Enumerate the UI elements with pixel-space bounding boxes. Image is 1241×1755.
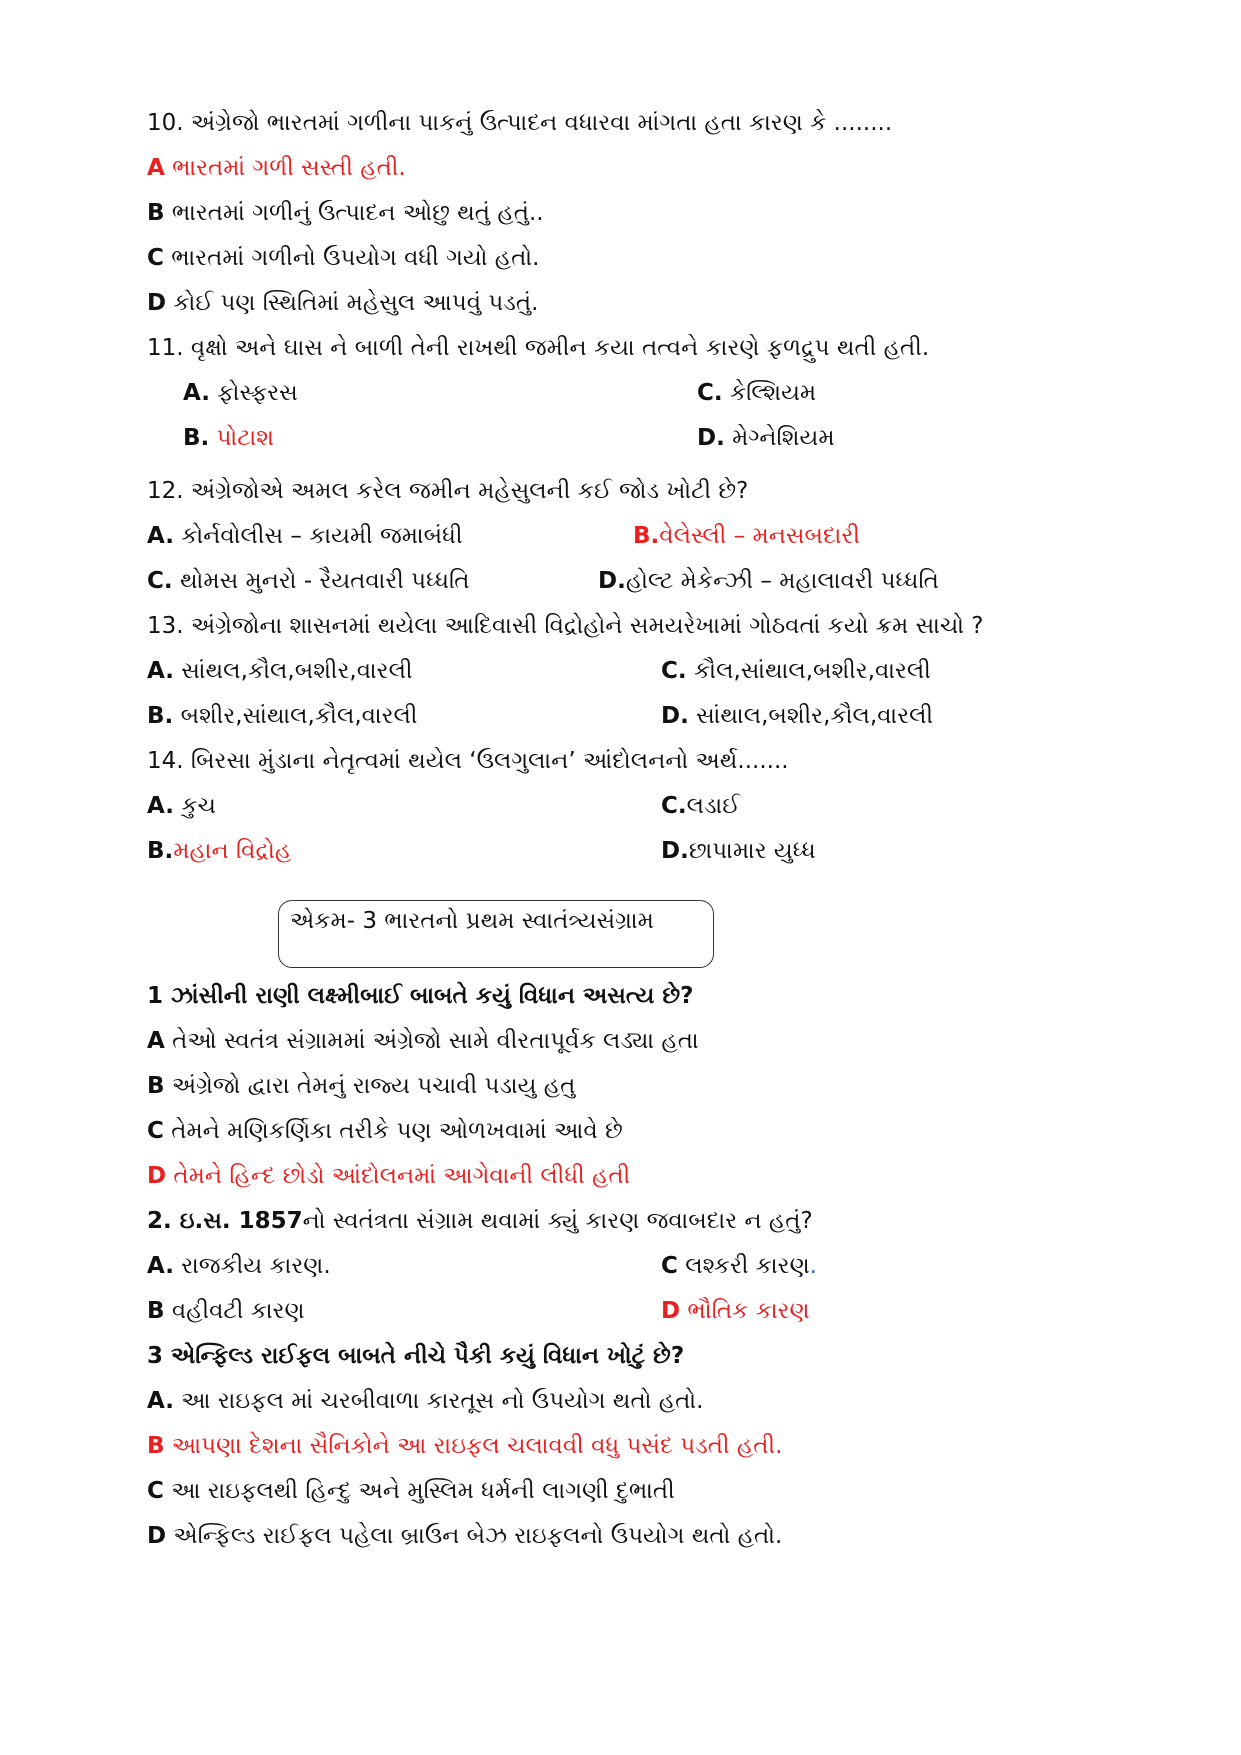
option-text: વહીવટી કારણ: [171, 1298, 305, 1324]
trailing-dot: .: [809, 1253, 817, 1279]
q11-option-c: [697, 378, 816, 408]
s2-option-b: [147, 1296, 305, 1326]
option-text: ભારતમાં ગળી સસ્તી હતી.: [172, 155, 406, 181]
q12-option-d: [598, 566, 939, 596]
q11-question: 11. વૃક્ષો અને ઘાસ ને બાળી તેની રાખથી જમીન કયા તત્વને કારણે ફળદ્રુપ થતી હતી.: [147, 335, 930, 361]
option-key: A: [147, 155, 165, 181]
option-key: C.: [661, 793, 687, 819]
option-text: મહાન વિદ્રોહ: [173, 838, 292, 864]
s2-question: [147, 1206, 813, 1236]
option-text: આ રાઇફલથી હિન્દુ અને મુસ્લિમ ધર્મની લાગણી દુભાતી: [171, 1478, 675, 1504]
s3-option-d: [147, 1521, 782, 1551]
s1-option-c: [147, 1116, 623, 1146]
option-text: છાપામાર યુધ્ધ: [688, 838, 816, 864]
option-key: A.: [147, 1253, 174, 1279]
q11-option-a: [183, 378, 298, 408]
option-text: બશીર,સાંથાલ,કૌલ,વારલી: [180, 703, 418, 729]
option-text: તેમને હિન્દ છોડો આંદોલનમાં આગેવાની લીધી હતી: [173, 1163, 631, 1189]
q14-question: 14. બિરસા મુંડાના નેતૃત્વમાં થયેલ ‘ઉલગુલાન’ આંદોલનનો અર્થ.......: [147, 748, 789, 774]
option-key: B: [147, 1433, 165, 1459]
option-key: A.: [147, 793, 174, 819]
option-text: સાંથાલ,બશીર,કૌલ,વારલી: [696, 703, 934, 729]
option-key: B.: [633, 523, 660, 549]
s3-option-c: [147, 1476, 675, 1506]
option-key: C: [147, 1118, 164, 1144]
q10-option-b: [147, 198, 544, 228]
q13-option-b: [147, 701, 418, 731]
option-key: A: [147, 1028, 165, 1054]
s1-option-d: [147, 1161, 630, 1191]
option-key: D.: [661, 838, 689, 864]
q13-question: 13. અંગ્રેજોના શાસનમાં થયેલા આદિવાસી વિદ્રોહોને સમયરેખામાં ગોઠવતાં કયો ક્રમ સાચો ?: [147, 613, 984, 639]
option-key: B.: [147, 703, 174, 729]
q12-option-a: [147, 521, 463, 551]
option-key: B: [147, 1298, 165, 1324]
option-key: D: [147, 1523, 167, 1549]
q10-option-a: [147, 153, 406, 183]
q11-option-d: [697, 423, 835, 453]
option-text: વેલેસ્લી – મનસબદારી: [659, 523, 860, 549]
q14-option-b: [147, 836, 291, 866]
option-text: અંગ્રેજો દ્વારા તેમનું રાજ્ય પચાવી પડાયુ હતુ: [171, 1073, 576, 1099]
s2-option-d: [661, 1296, 810, 1326]
option-key: B: [147, 1073, 165, 1099]
option-key: C.: [661, 658, 687, 684]
q12-option-c: [147, 566, 469, 596]
option-key: B.: [147, 838, 174, 864]
option-text: મેગ્નેશિયમ: [732, 425, 835, 451]
option-key: A.: [147, 523, 174, 549]
s2-option-a: [147, 1251, 331, 1281]
option-text: ફોસ્ફરસ: [217, 380, 298, 406]
option-text: કોઈ પણ સ્થિતિમાં મહેસુલ આપવું પડતું.: [173, 290, 539, 316]
option-key: C.: [697, 380, 723, 406]
option-key: B: [147, 200, 165, 226]
q11-option-b: [183, 423, 274, 453]
q14-option-c: [661, 791, 740, 821]
option-key: D.: [661, 703, 689, 729]
option-text: હોલ્ટ મેકેન્ઝી – મહાલાવરી પધ્ધતિ: [625, 568, 939, 594]
option-key: C: [147, 245, 164, 271]
option-key: A.: [183, 380, 210, 406]
option-key: C: [147, 1478, 164, 1504]
option-text: આપણા દેશના સૈનિકોને આ રાઇફલ ચલાવવી વધુ પસંદ પડતી હતી.: [171, 1433, 783, 1459]
s1-option-b: [147, 1071, 575, 1101]
option-text: તેમને મણિકર્ણિકા તરીકે પણ ઓળખવામાં આવે છે: [171, 1118, 623, 1144]
q10-option-c: [147, 243, 539, 273]
q14-option-a: [147, 791, 216, 821]
q13-option-d: [661, 701, 933, 731]
s1-option-a: [147, 1026, 699, 1056]
section-heading: એકમ- 3 ભારતનો પ્રથમ સ્વાતંત્ર્યસંગ્રામ: [290, 908, 654, 934]
question-suffix: નો સ્વતંત્રતા સંગ્રામ થવામાં ક્યું કારણ જવાબદાર ન હતું?: [302, 1208, 813, 1234]
option-key: D: [147, 1163, 167, 1189]
option-text: આ રાઇફલ માં ચરબીવાળા કારતૂસ નો ઉપયોગ થતો હતો.: [181, 1388, 704, 1414]
option-key: D.: [697, 425, 725, 451]
option-text: ભારતમાં ગળીનું ઉત્પાદન ઓછુ થતું હતું..: [171, 200, 544, 226]
option-text: લડાઈ: [686, 793, 741, 819]
option-text: ભૌતિક કારણ: [687, 1298, 810, 1324]
option-text: કોર્નવોલીસ – કાયમી જમાબંધી: [181, 523, 463, 549]
q13-option-a: [147, 656, 413, 686]
option-key: C: [661, 1253, 678, 1279]
option-text: લશ્કરી કારણ: [685, 1253, 810, 1279]
option-key: A.: [147, 658, 174, 684]
s1-question: 1 ઝાંસીની રાણી લક્ષ્મીબાઈ બાબતે કયું વિધાન અસત્ય છે?: [147, 983, 694, 1009]
q13-option-c: [661, 656, 931, 686]
option-text: કુચ: [181, 793, 216, 819]
q12-question: 12. અંગ્રેજોએ અમલ કરેલ જમીન મહેસુલની કઈ જોડ ખોટી છે?: [147, 478, 749, 504]
q10-question: 10. અંગ્રેજો ભારતમાં ગળીના પાકનું ઉત્પાદન વધારવા માંગતા હતા કારણ કે ........: [147, 110, 893, 136]
option-text: ભારતમાં ગળીનો ઉપયોગ વધી ગયો હતો.: [171, 245, 540, 271]
option-text: સાંથલ,કૌલ,બશીર,વારલી: [181, 658, 413, 684]
option-text: પોટાશ: [216, 425, 275, 451]
q10-option-d: [147, 288, 538, 318]
option-text: કેલ્શિયમ: [729, 380, 817, 406]
question-prefix: 2. ઇ.સ.: [147, 1208, 239, 1234]
option-key: D: [661, 1298, 681, 1324]
q12-option-b: [633, 521, 860, 551]
option-key: D: [147, 290, 167, 316]
option-text: થોમસ મુનરો - રૈયતવારી પધ્ધતિ: [179, 568, 470, 594]
option-text: રાજકીય કારણ.: [181, 1253, 331, 1279]
s3-option-a: [147, 1386, 703, 1416]
option-key: B.: [183, 425, 210, 451]
option-key: C.: [147, 568, 173, 594]
option-key: A.: [147, 1388, 174, 1414]
s3-question: 3 એન્ફિલ્ડ રાઈફલ બાબતે નીચે પૈકી કયું વિધાન ખોટું છે?: [147, 1343, 685, 1369]
s2-option-c: [661, 1251, 817, 1281]
q14-option-d: [661, 836, 816, 866]
s3-option-b: [147, 1431, 782, 1461]
option-text: કૌલ,સાંથાલ,બશીર,વારલી: [693, 658, 931, 684]
option-text: એન્ફિલ્ડ રાઈફલ પહેલા બ્રાઉન બેઝ રાઇફલનો ઉપયોગ થતો હતો.: [173, 1523, 783, 1549]
option-text: તેઓ સ્વતંત્ર સંગ્રામમાં અંગ્રેજો સામે વીરતાપૂર્વક લડ્યા હતા: [172, 1028, 699, 1054]
option-key: D.: [598, 568, 626, 594]
question-year: 1857: [238, 1208, 303, 1234]
